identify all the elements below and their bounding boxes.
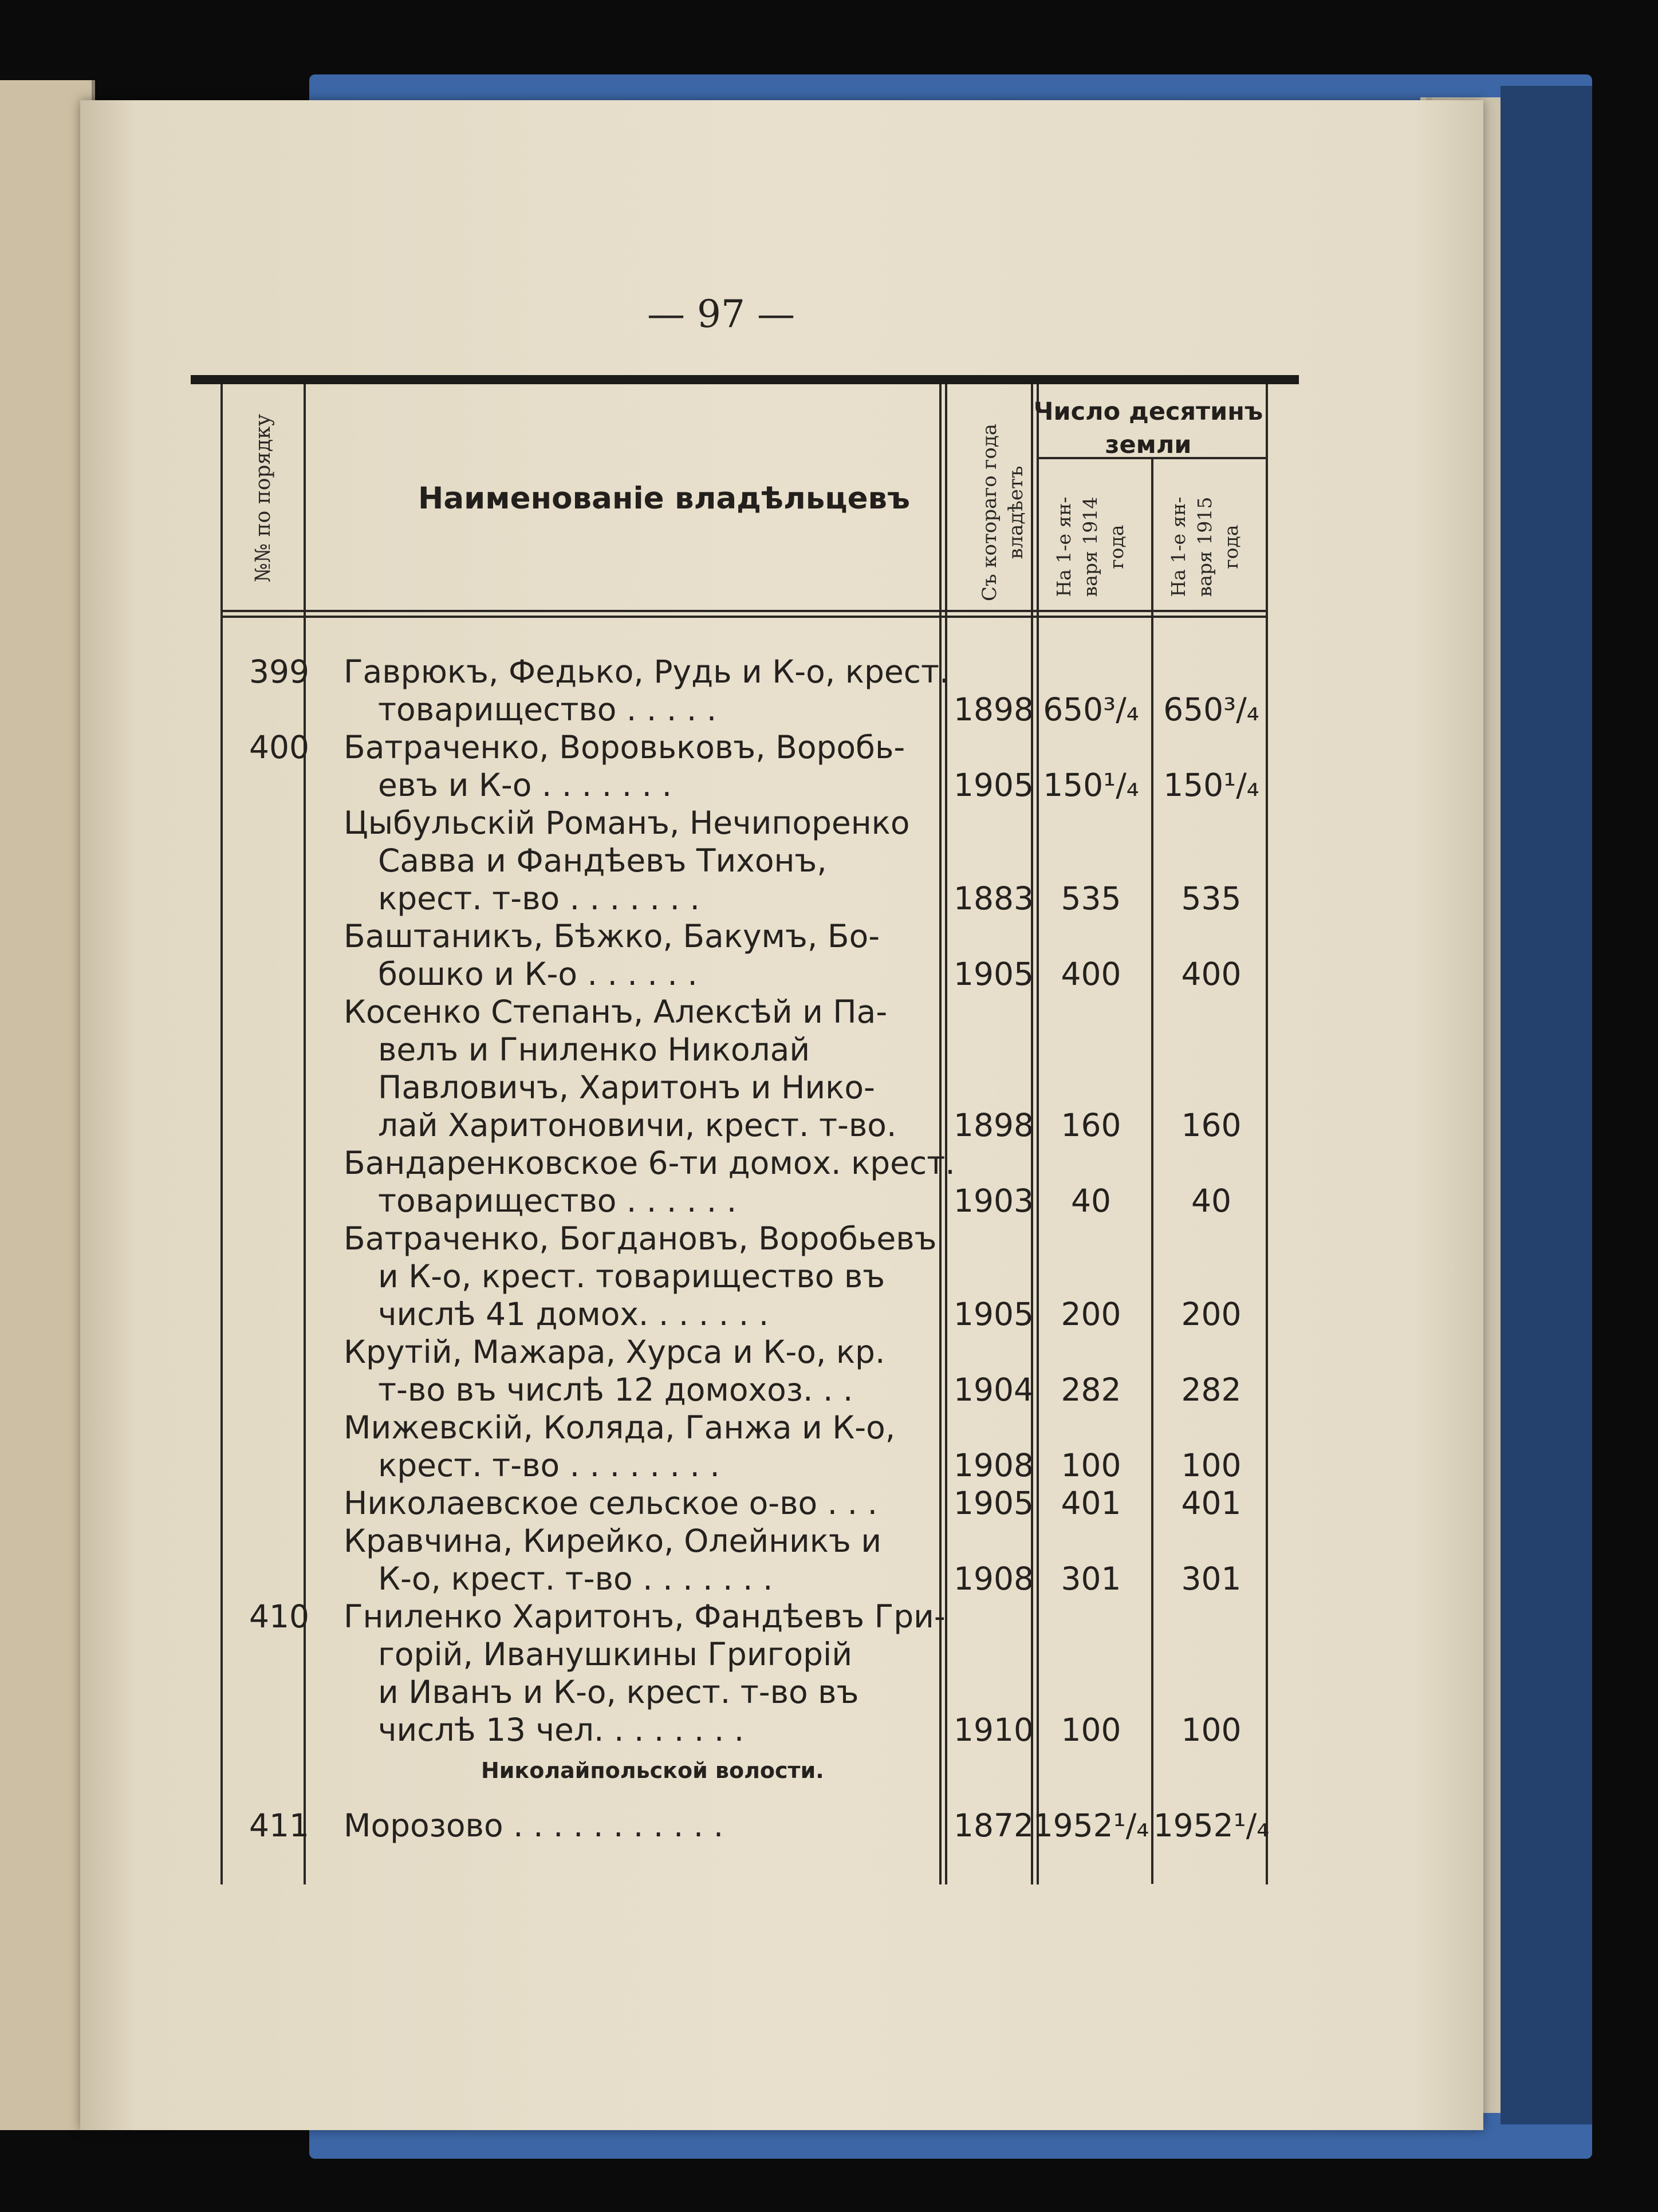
owner-name-line: Савва и Фандѣевъ Тихонъ, bbox=[378, 842, 827, 879]
owner-name-line: числѣ 41 домох. . . . . . . bbox=[378, 1296, 769, 1332]
owner-name: Морозово . . . . . . . . . . . bbox=[344, 1807, 724, 1844]
owner-name-line: Гаврюкъ, Федько, Рудь и К-о, крест. bbox=[344, 653, 950, 690]
owner-name-line: Цыбульскій Романъ, Нечипоренко bbox=[344, 805, 910, 841]
year-value: 1905 bbox=[954, 1296, 1034, 1332]
header-col-land: Число десятинъ земли bbox=[1033, 397, 1263, 459]
land-1914-value: 200 bbox=[1061, 1296, 1121, 1332]
land-1915-value: 650³/₄ bbox=[1163, 691, 1259, 728]
land-1914-value: 400 bbox=[1061, 956, 1121, 992]
land-1914-value: 401 bbox=[1061, 1485, 1121, 1521]
owner-name-line: Батраченко, Богдановъ, Воробьевъ bbox=[344, 1220, 937, 1257]
header-col-1915 bbox=[1165, 461, 1251, 633]
land-1915-value: 40 bbox=[1191, 1182, 1231, 1219]
year-value: 1903 bbox=[954, 1182, 1034, 1219]
land-1915-value: 401 bbox=[1181, 1485, 1242, 1521]
owner-name-line: Павловичъ, Харитонъ и Нико- bbox=[378, 1069, 875, 1106]
header-col-1915-line2: варя 1915 bbox=[1194, 496, 1216, 597]
owner-name-line: Гниленко Харитонъ, Фандѣевъ Гри- bbox=[344, 1598, 946, 1635]
col-divider-no bbox=[304, 384, 306, 1884]
land-1914-value: 100 bbox=[1061, 1447, 1121, 1484]
row-number: 400 bbox=[249, 729, 309, 766]
owner-name-line: евъ и К-о . . . . . . . bbox=[378, 767, 672, 803]
year-value: 1908 bbox=[954, 1447, 1034, 1484]
top-rule bbox=[191, 375, 1299, 384]
col-divider-name bbox=[939, 384, 942, 1884]
owner-name-line: К-о, крест. т-во . . . . . . . bbox=[378, 1560, 773, 1597]
owner-name-line: Николаевское сельское о-во . . . bbox=[344, 1485, 878, 1521]
land-1915-value: 200 bbox=[1181, 1296, 1242, 1332]
owner-name-line: крест. т-во . . . . . . . bbox=[378, 880, 700, 917]
header-col-1914 bbox=[1051, 461, 1137, 633]
land-1915-value: 535 bbox=[1181, 880, 1242, 917]
section-title: Николайпольской волости. bbox=[481, 1758, 824, 1783]
year-value: 1872 bbox=[954, 1807, 1034, 1844]
header-col-no: №№ по порядку bbox=[251, 414, 275, 582]
row-number: 399 bbox=[249, 653, 309, 690]
year-value: 1904 bbox=[954, 1371, 1034, 1408]
header-col-1914-line3: года bbox=[1105, 525, 1128, 569]
owner-name-line: т-во въ числѣ 12 домохоз. . . bbox=[378, 1371, 853, 1408]
header-col-1915-line1: На 1-е ян- bbox=[1167, 496, 1190, 597]
owner-name-line: крест. т-во . . . . . . . . bbox=[378, 1447, 720, 1484]
owner-name-line: Мижевскій, Коляда, Ганжа и К-о, bbox=[344, 1409, 896, 1446]
owner-name-line: Бандаренковское 6-ти домох. крест. bbox=[344, 1145, 955, 1181]
col-divider-1914 bbox=[1151, 458, 1153, 1884]
year-value: 1883 bbox=[954, 880, 1034, 917]
year-value: 1898 bbox=[954, 691, 1034, 728]
land-1915-value: 150¹/₄ bbox=[1163, 767, 1259, 803]
book-cover-edge bbox=[1501, 86, 1592, 2124]
header-col-1914-line1: На 1-е ян- bbox=[1053, 496, 1075, 597]
land-1915-value: 282 bbox=[1181, 1371, 1242, 1408]
owner-name-line: товарищество . . . . . bbox=[378, 691, 717, 728]
owner-name-line: лай Харитоновичи, крест. т-во. bbox=[378, 1107, 897, 1144]
header-col-year bbox=[976, 409, 1034, 616]
owner-name-line: Кравчина, Кирейко, Олейникъ и bbox=[344, 1523, 882, 1559]
land-1914-value: 40 bbox=[1071, 1182, 1111, 1219]
owner-name-line: числѣ 13 чел. . . . . . . . bbox=[378, 1712, 745, 1748]
land-1915-value: 301 bbox=[1181, 1560, 1242, 1597]
owner-name-line: Крутій, Мажара, Хурса и К-о, кр. bbox=[344, 1334, 885, 1370]
land-1915-value: 100 bbox=[1181, 1712, 1242, 1748]
land-1915-value: 160 bbox=[1181, 1107, 1242, 1144]
header-col-1915-line3: года bbox=[1220, 525, 1242, 569]
land-1914-value: 100 bbox=[1061, 1712, 1121, 1748]
year-value: 1898 bbox=[954, 1107, 1034, 1144]
owner-name-line: Баштаникъ, Бѣжко, Бакумъ, Бо- bbox=[344, 918, 880, 955]
year-value: 1905 bbox=[954, 1485, 1034, 1521]
land-1914-value: 535 bbox=[1061, 880, 1121, 917]
year-value: 1910 bbox=[954, 1712, 1034, 1748]
row-number: 410 bbox=[249, 1598, 309, 1635]
land-1915-value: 1952¹/₄ bbox=[1153, 1807, 1270, 1844]
owner-name-line: бошко и К-о . . . . . . bbox=[378, 956, 698, 992]
header-col-year-line1: Съ котораго года bbox=[978, 423, 1001, 602]
header-col-name: Наименованіе владѣльцевъ bbox=[418, 481, 910, 516]
row-number: 411 bbox=[249, 1807, 309, 1844]
header-col-year-line2: владѣетъ bbox=[1005, 466, 1027, 559]
owner-name-line: велъ и Гниленко Николай bbox=[378, 1031, 810, 1068]
owner-name-line: товарищество . . . . . . bbox=[378, 1182, 737, 1219]
col-divider-name2 bbox=[945, 384, 947, 1884]
land-1914-value: 160 bbox=[1061, 1107, 1121, 1144]
year-value: 1908 bbox=[954, 1560, 1034, 1597]
col-divider-left bbox=[220, 384, 223, 1884]
land-1915-value: 400 bbox=[1181, 956, 1242, 992]
year-value: 1905 bbox=[954, 767, 1034, 803]
year-value: 1905 bbox=[954, 956, 1034, 992]
owner-name-line: горій, Иванушкины Григорій bbox=[378, 1636, 853, 1673]
land-1914-value: 282 bbox=[1061, 1371, 1121, 1408]
land-1914-value: 301 bbox=[1061, 1560, 1121, 1597]
page-number: — 97 — bbox=[647, 292, 795, 336]
land-1914-value: 150¹/₄ bbox=[1043, 767, 1139, 803]
header-col-1914-line2: варя 1914 bbox=[1079, 496, 1101, 597]
owner-name-line: Батраченко, Воровьковъ, Воробь- bbox=[344, 729, 905, 766]
land-1915-value: 100 bbox=[1181, 1447, 1242, 1484]
land-1914-value: 650³/₄ bbox=[1043, 691, 1139, 728]
owner-name-line: Косенко Степанъ, Алексѣй и Па- bbox=[344, 993, 888, 1030]
land-1914-value: 1952¹/₄ bbox=[1033, 1807, 1149, 1844]
owner-name-line: и К-о, крест. товарищество въ bbox=[378, 1258, 885, 1295]
owner-name-line: и Иванъ и К-о, крест. т-во въ bbox=[378, 1674, 859, 1710]
